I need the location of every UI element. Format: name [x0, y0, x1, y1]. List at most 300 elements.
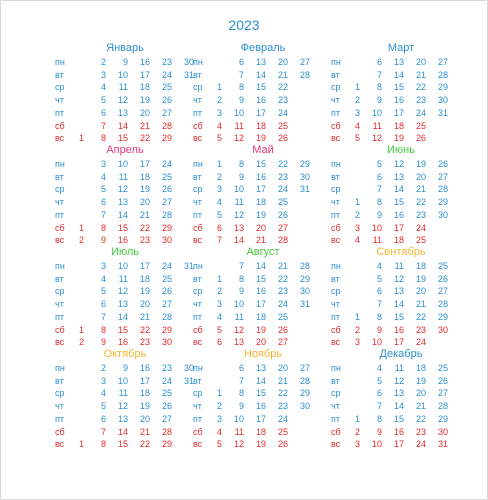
day-cell: 30 — [183, 57, 194, 67]
day-cell: 21 — [139, 120, 150, 131]
day-cell: 22 — [415, 413, 426, 424]
weekday-label: пт — [193, 413, 202, 424]
day-cell: 18 — [255, 311, 266, 322]
day-cell: 29 — [437, 311, 448, 322]
day-cell: 10 — [233, 299, 244, 310]
week-row — [193, 426, 333, 439]
day-cell: 16 — [255, 401, 266, 412]
day-cell: 31 — [437, 107, 448, 118]
day-cell: 15 — [117, 222, 128, 233]
weekday-label: вт — [331, 171, 340, 182]
month-name: Май — [252, 144, 274, 156]
weekday-label: пн — [193, 261, 203, 271]
day-cell: 3 — [354, 107, 360, 118]
week-row — [331, 311, 471, 324]
day-cell: 20 — [415, 388, 426, 399]
weekday-label: сб — [331, 324, 341, 335]
day-cell: 6 — [216, 222, 222, 233]
day-cell: 26 — [277, 209, 288, 220]
day-cell: 19 — [415, 273, 426, 284]
day-cell: 9 — [238, 286, 244, 297]
day-cell: 17 — [139, 159, 150, 169]
day-cell: 30 — [437, 209, 448, 220]
day-cell: 5 — [216, 439, 222, 450]
day-cell: 28 — [299, 69, 310, 80]
day-cell: 18 — [255, 197, 266, 208]
day-cell: 26 — [415, 133, 426, 144]
week-row — [331, 56, 471, 69]
day-cell: 31 — [183, 261, 194, 271]
weekday-label: чт — [193, 95, 202, 106]
day-cell: 29 — [161, 324, 172, 335]
day-cell: 15 — [393, 197, 404, 208]
day-cell: 6 — [376, 171, 382, 182]
day-cell: 7 — [376, 299, 382, 310]
day-cell: 29 — [437, 413, 448, 424]
day-cell: 26 — [437, 273, 448, 284]
day-cell: 28 — [277, 235, 288, 246]
weekday-label: сб — [331, 426, 341, 437]
day-cell: 14 — [255, 375, 266, 386]
day-cell: 25 — [437, 261, 448, 271]
day-cell: 29 — [299, 159, 310, 169]
day-cell: 19 — [255, 439, 266, 450]
day-cell: 2 — [216, 401, 222, 412]
day-cell: 27 — [161, 413, 172, 424]
day-cell: 16 — [393, 324, 404, 335]
weekday-label: вт — [55, 69, 64, 80]
day-cell: 3 — [354, 222, 360, 233]
week-row — [193, 222, 333, 235]
day-cell: 3 — [216, 413, 222, 424]
day-cell: 8 — [100, 324, 106, 335]
day-cell: 12 — [117, 184, 128, 195]
day-cell: 12 — [233, 324, 244, 335]
day-cell: 18 — [139, 171, 150, 182]
day-cell: 20 — [277, 363, 288, 373]
day-cell: 22 — [415, 311, 426, 322]
day-cell: 24 — [161, 159, 172, 169]
day-cell: 11 — [394, 261, 404, 271]
day-cell: 24 — [277, 413, 288, 424]
weekday-label: вт — [331, 375, 340, 386]
day-cell: 8 — [100, 439, 106, 450]
weekday-label: пт — [193, 311, 202, 322]
day-cell: 6 — [238, 57, 244, 67]
day-cell: 11 — [234, 311, 244, 322]
day-cell: 1 — [354, 311, 360, 322]
day-cell: 7 — [238, 69, 244, 80]
day-cell: 2 — [354, 209, 360, 220]
week-row — [193, 400, 333, 413]
day-cell: 5 — [354, 133, 360, 144]
weekday-label: пн — [193, 159, 203, 169]
week-row — [55, 387, 195, 400]
day-cell: 10 — [117, 375, 128, 386]
day-cell: 5 — [376, 273, 382, 284]
day-cell: 28 — [161, 120, 172, 131]
day-cell: 17 — [139, 375, 150, 386]
day-cell: 10 — [371, 222, 382, 233]
week-row — [331, 183, 471, 196]
day-cell: 16 — [393, 426, 404, 437]
week-row — [193, 196, 333, 209]
day-cell: 29 — [299, 388, 310, 399]
day-cell: 18 — [255, 120, 266, 131]
day-cell: 20 — [415, 286, 426, 297]
weekday-label: вс — [55, 133, 65, 144]
day-cell: 30 — [299, 286, 310, 297]
day-cell: 21 — [277, 261, 288, 271]
week-row — [193, 375, 333, 388]
month-block — [193, 246, 333, 346]
day-cell: 6 — [238, 363, 244, 373]
day-cell: 25 — [277, 426, 288, 437]
day-cell: 27 — [161, 299, 172, 310]
day-cell: 3 — [216, 299, 222, 310]
day-cell: 18 — [139, 388, 150, 399]
weekday-label: пт — [55, 311, 64, 322]
day-cell: 11 — [234, 120, 244, 131]
day-cell: 5 — [376, 159, 382, 169]
day-cell: 2 — [354, 95, 360, 106]
day-cell: 26 — [161, 184, 172, 195]
weekday-label: вс — [55, 439, 65, 450]
weekday-label: чт — [55, 401, 64, 412]
day-cell: 19 — [255, 209, 266, 220]
day-cell: 20 — [139, 197, 150, 208]
day-cell: 25 — [277, 311, 288, 322]
day-cell: 13 — [255, 57, 266, 67]
weekday-label: ср — [331, 286, 341, 297]
day-cell: 25 — [415, 120, 426, 131]
day-cell: 14 — [393, 401, 404, 412]
day-cell: 4 — [354, 120, 360, 131]
day-cell: 16 — [139, 57, 150, 67]
week-row — [331, 285, 471, 298]
day-cell: 21 — [277, 69, 288, 80]
week-row — [331, 273, 471, 286]
weekday-label: пт — [331, 107, 340, 118]
weekday-label: вс — [193, 439, 203, 450]
week-row — [55, 81, 195, 94]
weekday-label: пн — [55, 363, 65, 373]
day-cell: 20 — [139, 299, 150, 310]
day-cell: 19 — [415, 375, 426, 386]
day-cell: 12 — [393, 159, 404, 169]
day-cell: 9 — [238, 95, 244, 106]
day-cell: 13 — [393, 171, 404, 182]
day-cell: 27 — [299, 57, 310, 67]
weekday-label: вс — [193, 133, 203, 144]
day-cell: 24 — [161, 69, 172, 80]
day-cell: 30 — [437, 426, 448, 437]
day-cell: 7 — [100, 120, 106, 131]
day-cell: 28 — [437, 401, 448, 412]
day-cell: 22 — [139, 324, 150, 335]
day-cell: 3 — [216, 184, 222, 195]
day-cell: 6 — [100, 413, 106, 424]
day-cell: 14 — [117, 209, 128, 220]
day-cell: 22 — [139, 439, 150, 450]
week-row — [55, 260, 195, 273]
day-cell: 6 — [376, 388, 382, 399]
weekday-label: пн — [331, 363, 341, 373]
week-row — [55, 375, 195, 388]
weekday-label: чт — [193, 299, 202, 310]
day-cell: 26 — [437, 375, 448, 386]
day-cell: 29 — [437, 197, 448, 208]
day-cell: 24 — [415, 337, 426, 348]
weekday-label: пн — [55, 57, 65, 67]
day-cell: 20 — [139, 413, 150, 424]
week-row — [331, 120, 471, 133]
weekday-label: вс — [193, 235, 203, 246]
week-row — [193, 171, 333, 184]
day-cell: 22 — [277, 159, 288, 169]
day-cell: 4 — [216, 311, 222, 322]
week-row — [193, 120, 333, 133]
day-cell: 3 — [100, 375, 106, 386]
day-cell: 30 — [299, 401, 310, 412]
day-cell: 27 — [277, 337, 288, 348]
weekday-label: чт — [331, 197, 340, 208]
month-block — [193, 144, 333, 244]
day-cell: 30 — [437, 95, 448, 106]
day-cell: 17 — [255, 299, 266, 310]
day-cell: 20 — [415, 171, 426, 182]
day-cell: 12 — [233, 209, 244, 220]
weekday-label: чт — [193, 197, 202, 208]
week-row — [331, 438, 471, 451]
day-cell: 27 — [161, 107, 172, 118]
week-row — [193, 362, 333, 375]
day-cell: 24 — [161, 375, 172, 386]
day-cell: 1 — [216, 82, 222, 93]
day-cell: 17 — [393, 107, 404, 118]
weekday-label: пт — [193, 209, 202, 220]
month-block — [55, 42, 195, 142]
day-cell: 18 — [415, 261, 426, 271]
month-name: Июнь — [387, 144, 415, 156]
weekday-label: чт — [193, 401, 202, 412]
day-cell: 9 — [122, 363, 128, 373]
day-cell: 28 — [161, 426, 172, 437]
day-cell: 17 — [139, 69, 150, 80]
day-cell: 31 — [299, 184, 310, 195]
day-cell: 14 — [393, 184, 404, 195]
weekday-label: ср — [55, 82, 65, 93]
week-row — [55, 273, 195, 286]
day-cell: 27 — [437, 388, 448, 399]
month-name: Октябрь — [103, 348, 147, 360]
day-cell: 1 — [354, 413, 360, 424]
day-cell: 11 — [118, 171, 128, 182]
day-cell: 31 — [299, 299, 310, 310]
month-name: Февраль — [240, 42, 286, 54]
day-cell: 9 — [238, 401, 244, 412]
day-cell: 15 — [393, 311, 404, 322]
day-cell: 8 — [238, 388, 244, 399]
day-cell: 15 — [255, 388, 266, 399]
day-cell: 10 — [233, 107, 244, 118]
day-cell: 22 — [139, 222, 150, 233]
day-cell: 24 — [415, 222, 426, 233]
day-cell: 10 — [371, 337, 382, 348]
day-cell: 10 — [117, 69, 128, 80]
day-cell: 14 — [393, 299, 404, 310]
week-row — [55, 438, 195, 451]
week-row — [331, 158, 471, 171]
day-cell: 22 — [277, 82, 288, 93]
day-cell: 8 — [238, 82, 244, 93]
day-cell: 17 — [139, 261, 150, 271]
week-row — [331, 362, 471, 375]
day-cell: 5 — [100, 401, 106, 412]
day-cell: 9 — [376, 324, 382, 335]
day-cell: 21 — [139, 426, 150, 437]
weekday-label: чт — [331, 401, 340, 412]
week-row — [331, 387, 471, 400]
day-cell: 23 — [277, 286, 288, 297]
day-cell: 13 — [233, 337, 244, 348]
week-row — [55, 285, 195, 298]
day-cell: 8 — [100, 222, 106, 233]
day-cell: 24 — [415, 107, 426, 118]
day-cell: 29 — [161, 133, 172, 144]
month-name: Август — [246, 246, 280, 258]
day-cell: 26 — [437, 159, 448, 169]
weekday-label: пт — [193, 107, 202, 118]
day-cell: 1 — [354, 82, 360, 93]
day-cell: 9 — [122, 57, 128, 67]
week-row — [55, 158, 195, 171]
weekday-label: пн — [193, 363, 203, 373]
day-cell: 26 — [277, 133, 288, 144]
day-cell: 10 — [371, 439, 382, 450]
weekday-label: вт — [55, 171, 64, 182]
day-cell: 7 — [376, 69, 382, 80]
weekday-label: пт — [55, 107, 64, 118]
day-cell: 5 — [100, 95, 106, 106]
day-cell: 18 — [255, 426, 266, 437]
day-cell: 14 — [255, 69, 266, 80]
day-cell: 18 — [393, 235, 404, 246]
day-cell: 29 — [299, 273, 310, 284]
day-cell: 15 — [255, 159, 266, 169]
day-cell: 21 — [415, 184, 426, 195]
week-row — [55, 413, 195, 426]
day-cell: 23 — [161, 57, 172, 67]
day-cell: 22 — [139, 133, 150, 144]
week-row — [331, 81, 471, 94]
day-cell: 1 — [216, 273, 222, 284]
week-row — [331, 260, 471, 273]
weekday-label: вс — [331, 133, 341, 144]
day-cell: 6 — [100, 107, 106, 118]
weekday-label: сб — [193, 324, 203, 335]
day-cell: 31 — [437, 439, 448, 450]
week-row — [331, 94, 471, 107]
weekday-label: вт — [55, 375, 64, 386]
weekday-label: вт — [193, 69, 202, 80]
weekday-label: вт — [193, 273, 202, 284]
day-cell: 15 — [117, 439, 128, 450]
day-cell: 16 — [255, 171, 266, 182]
day-cell: 13 — [255, 363, 266, 373]
week-row — [55, 120, 195, 133]
day-cell: 27 — [299, 363, 310, 373]
weekday-label: сб — [55, 324, 65, 335]
day-cell: 9 — [100, 235, 106, 246]
weekday-label: чт — [331, 299, 340, 310]
day-cell: 17 — [393, 439, 404, 450]
year-title: 2023 — [228, 17, 260, 33]
weekday-label: ср — [193, 184, 203, 195]
day-cell: 11 — [372, 235, 382, 246]
week-row — [193, 107, 333, 120]
week-row — [55, 298, 195, 311]
day-cell: 16 — [393, 95, 404, 106]
weekday-label: сб — [331, 120, 341, 131]
day-cell: 21 — [255, 235, 266, 246]
day-cell: 4 — [216, 197, 222, 208]
day-cell: 7 — [376, 184, 382, 195]
day-cell: 5 — [100, 184, 106, 195]
week-row — [331, 107, 471, 120]
day-cell: 11 — [372, 120, 382, 131]
day-cell: 26 — [277, 439, 288, 450]
day-cell: 10 — [371, 107, 382, 118]
month-name: Июль — [110, 246, 140, 258]
day-cell: 18 — [139, 82, 150, 93]
day-cell: 8 — [376, 413, 382, 424]
day-cell: 7 — [100, 311, 106, 322]
day-cell: 5 — [376, 375, 382, 386]
day-cell: 27 — [437, 286, 448, 297]
weekday-label: вт — [331, 69, 340, 80]
day-cell: 1 — [216, 388, 222, 399]
day-cell: 20 — [415, 57, 426, 67]
day-cell: 11 — [234, 197, 244, 208]
day-cell: 13 — [393, 388, 404, 399]
day-cell: 4 — [100, 82, 106, 93]
day-cell: 7 — [100, 209, 106, 220]
day-cell: 7 — [376, 401, 382, 412]
day-cell: 4 — [216, 120, 222, 131]
weekday-label: вс — [331, 337, 341, 348]
weekday-label: ср — [193, 388, 203, 399]
weekday-label: пн — [55, 261, 65, 271]
weekday-label: ср — [193, 82, 203, 93]
day-cell: 8 — [100, 133, 106, 144]
day-cell: 12 — [393, 273, 404, 284]
day-cell: 17 — [255, 107, 266, 118]
day-cell: 1 — [216, 159, 222, 169]
day-cell: 25 — [277, 120, 288, 131]
day-cell: 25 — [415, 235, 426, 246]
day-cell: 28 — [437, 69, 448, 80]
week-row — [331, 400, 471, 413]
day-cell: 18 — [139, 273, 150, 284]
day-cell: 20 — [255, 337, 266, 348]
week-row — [331, 324, 471, 337]
day-cell: 5 — [216, 209, 222, 220]
day-cell: 11 — [394, 363, 404, 373]
day-cell: 1 — [78, 324, 84, 335]
week-row — [193, 285, 333, 298]
day-cell: 18 — [415, 363, 426, 373]
